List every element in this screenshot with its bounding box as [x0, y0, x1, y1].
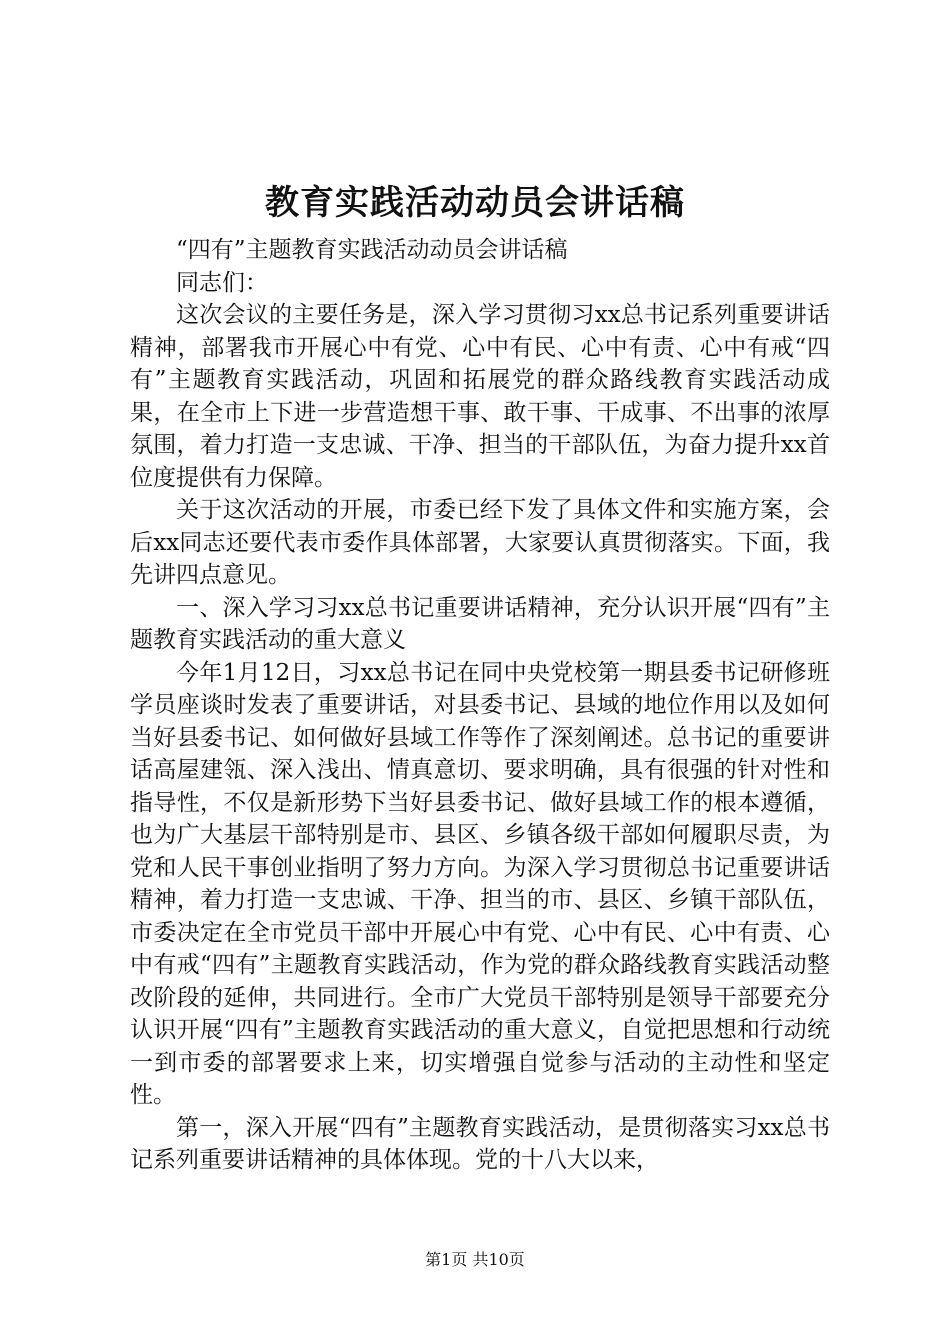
body-paragraph: 第一，深入开展“四有”主题教育实践活动，是贯彻落实习xx总书记系列重要讲话精神的具体体现。党的十八大以来， [130, 1114, 830, 1173]
body-paragraph: 今年1月12日，习xx总书记在同中央党校第一期县委书记研修班学员座谈时发表了重要讲话，对县委书记、县域的地位作用以及如何当好县委书记、如何做好县域工作等作了深刻阐述。总书记的重要讲话高屋建瓴、深入浅出、情真意切、要求明确，具有很强的针对性和指导性，不仅是新形势下当好县委书记、做好县域工作的根本遵循，也为广大基层干部特别是市、县区、乡镇各级干部如何履职尽责，为党和人民干事创业指明了努力方向。为深入学习贯彻总书记重要讲话精神，着力打造一支忠诚、干净、担当的市、县区、乡镇干部队伍，市委决定在全市党员干部中开展心中有党、心中有民、心中有责、心中有戒“四有”主题教育实践活动，作为党的群众路线教育实践活动整改阶段的延伸，共同进行。全市广大党员干部特别是领导干部要充分认识开展“四有”主题教育实践活动的重大意义，自觉把思想和行动统一到市委的部署要求上来，切实增强自觉参与活动的主动性和坚定性。 [130, 659, 830, 1108]
body-paragraph: 这次会议的主要任务是，深入学习贯彻习xx总书记系列重要讲话精神，部署我市开展心中有党、心中有民、心中有责、心中有戒“四有”主题教育实践活动，巩固和拓展党的群众路线教育实践活动成果，在全市上下进一步营造想干事、敢干事、干成事、不出事的浓厚氛围，着力打造一支忠诚、干净、担当的干部队伍，为奋力提升xx首位度提供有力保障。 [130, 302, 830, 491]
section-heading: 一、深入学习习xx总书记重要讲话精神，充分认识开展“四有”主题教育实践活动的重大意义 [130, 594, 830, 653]
document-body [130, 234, 830, 1177]
subtitle-paragraph: “四有”主题教育实践活动动员会讲话稿 [176, 237, 568, 263]
salutation-paragraph: 同志们： [176, 269, 268, 296]
document-title: 教育实践活动动员会讲话稿 [265, 183, 685, 223]
body-paragraph: 关于这次活动的开展，市委已经下发了具体文件和实施方案，会后xx同志还要代表市委作具体部署，大家要认真贯彻落实。下面，我先讲四点意见。 [130, 497, 830, 588]
page-footer: 第1页 共10页 [425, 1250, 525, 1269]
